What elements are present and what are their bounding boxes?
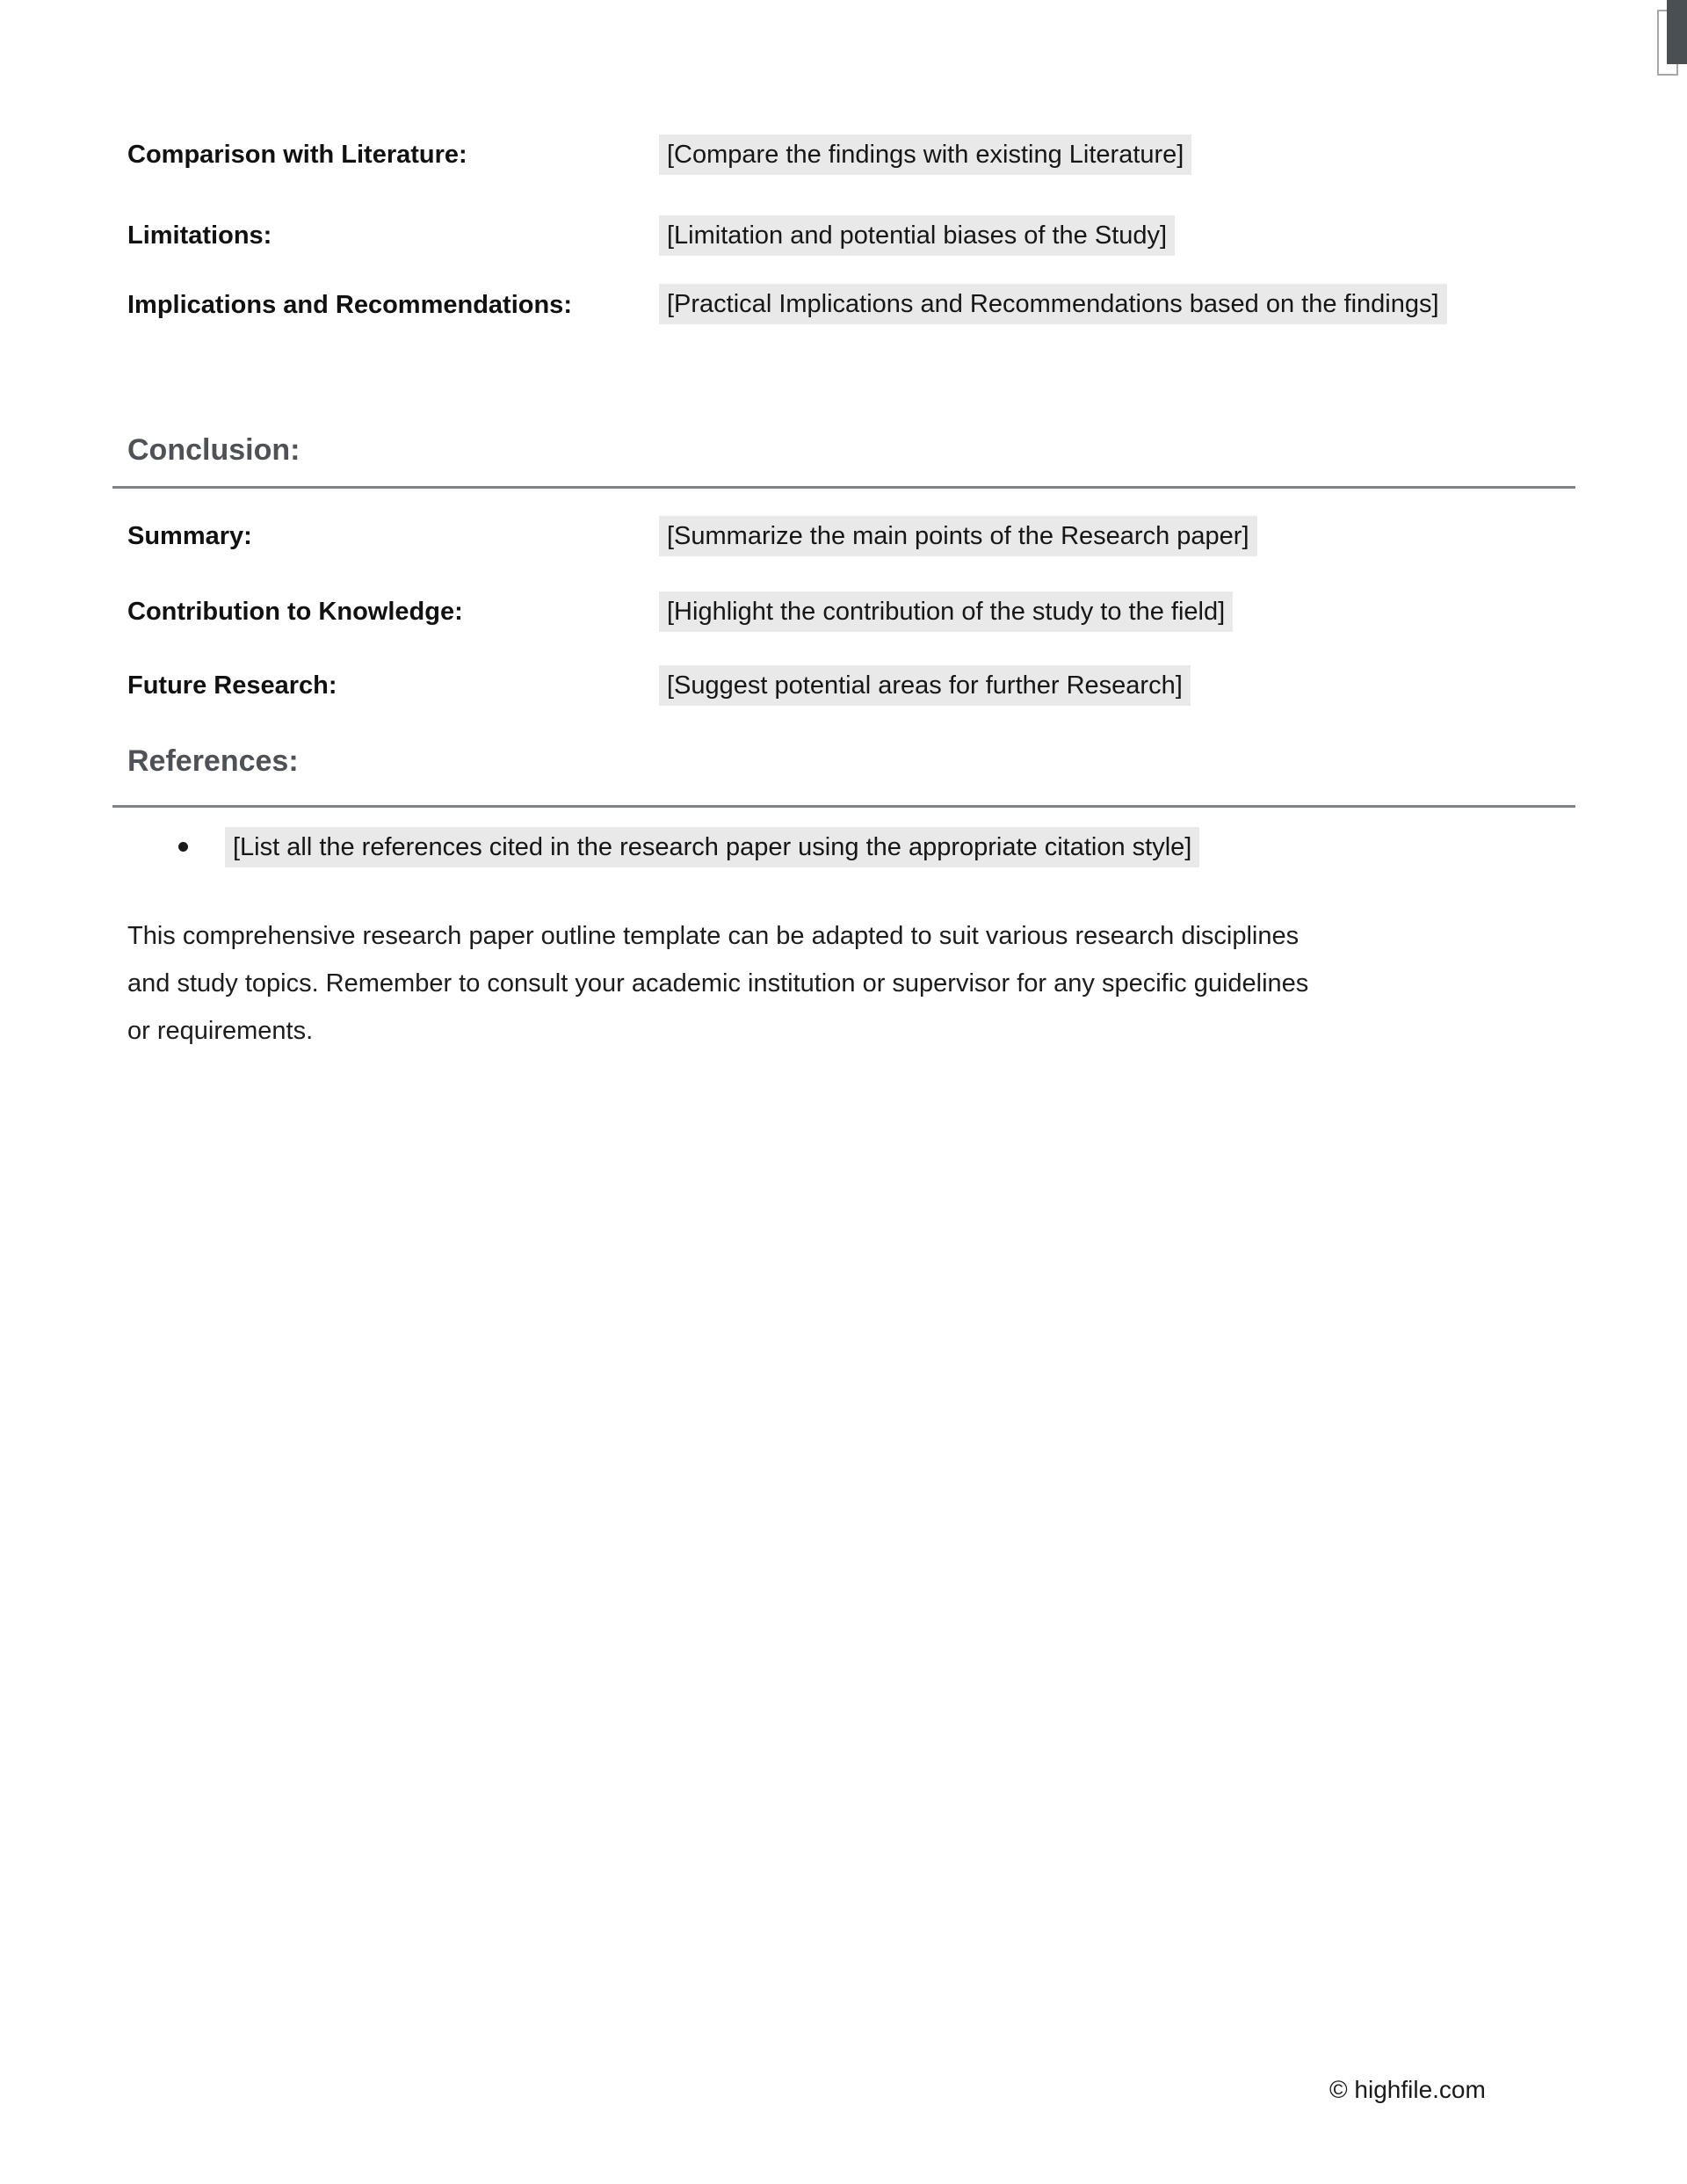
references-rule <box>112 805 1575 808</box>
outline-row-future-research <box>127 661 1191 711</box>
references-heading: References: <box>127 744 299 778</box>
row-label: Summary: <box>127 522 252 550</box>
outline-row-limitations <box>127 211 1175 261</box>
row-value <box>659 661 1191 711</box>
outline-row-summary <box>127 512 1257 562</box>
row-label: Future Research: <box>127 671 337 700</box>
placeholder-field[interactable]: [Practical Implications and Recommendations based on the findings] <box>659 284 1447 324</box>
scrollbar-thumb[interactable] <box>1667 0 1687 64</box>
bullet-text <box>225 823 1199 873</box>
closing-paragraph-line: or requirements. <box>127 1017 314 1045</box>
row-value <box>659 211 1175 261</box>
row-value <box>659 130 1191 180</box>
closing-paragraph-line: This comprehensive research paper outline template can be adapted to suit various research disciplines <box>127 922 1300 950</box>
placeholder-field[interactable]: [Highlight the contribution of the study to the field] <box>659 591 1233 632</box>
outline-row-implications <box>127 279 1447 330</box>
references-bullet-item <box>178 823 1199 873</box>
placeholder-field[interactable]: [Suggest potential areas for further Research] <box>659 665 1191 706</box>
outline-row-comparison <box>127 130 1191 180</box>
row-label: Implications and Recommendations: <box>127 290 572 319</box>
outline-row-contribution <box>127 587 1233 637</box>
conclusion-rule <box>112 486 1575 489</box>
row-label: Limitations: <box>127 221 272 250</box>
row-label: Comparison with Literature: <box>127 141 467 169</box>
row-value <box>659 512 1257 562</box>
row-value <box>659 587 1233 637</box>
placeholder-field[interactable]: [Limitation and potential biases of the Study] <box>659 215 1175 256</box>
closing-paragraph-line: and study topics. Remember to consult your academic institution or supervisor for any specific guidelines <box>127 969 1309 998</box>
placeholder-field[interactable]: [List all the references cited in the research paper using the appropriate citation style] <box>225 827 1199 867</box>
placeholder-field[interactable]: [Compare the findings with existing Literature] <box>659 134 1191 175</box>
closing-paragraph <box>127 912 1568 1055</box>
bullet-icon <box>178 842 188 852</box>
conclusion-heading: Conclusion: <box>127 433 300 467</box>
row-value <box>659 279 1447 330</box>
placeholder-field[interactable]: [Summarize the main points of the Research paper] <box>659 516 1257 556</box>
footer-credit: © highfile.com <box>1329 2076 1486 2103</box>
row-label: Contribution to Knowledge: <box>127 598 463 626</box>
